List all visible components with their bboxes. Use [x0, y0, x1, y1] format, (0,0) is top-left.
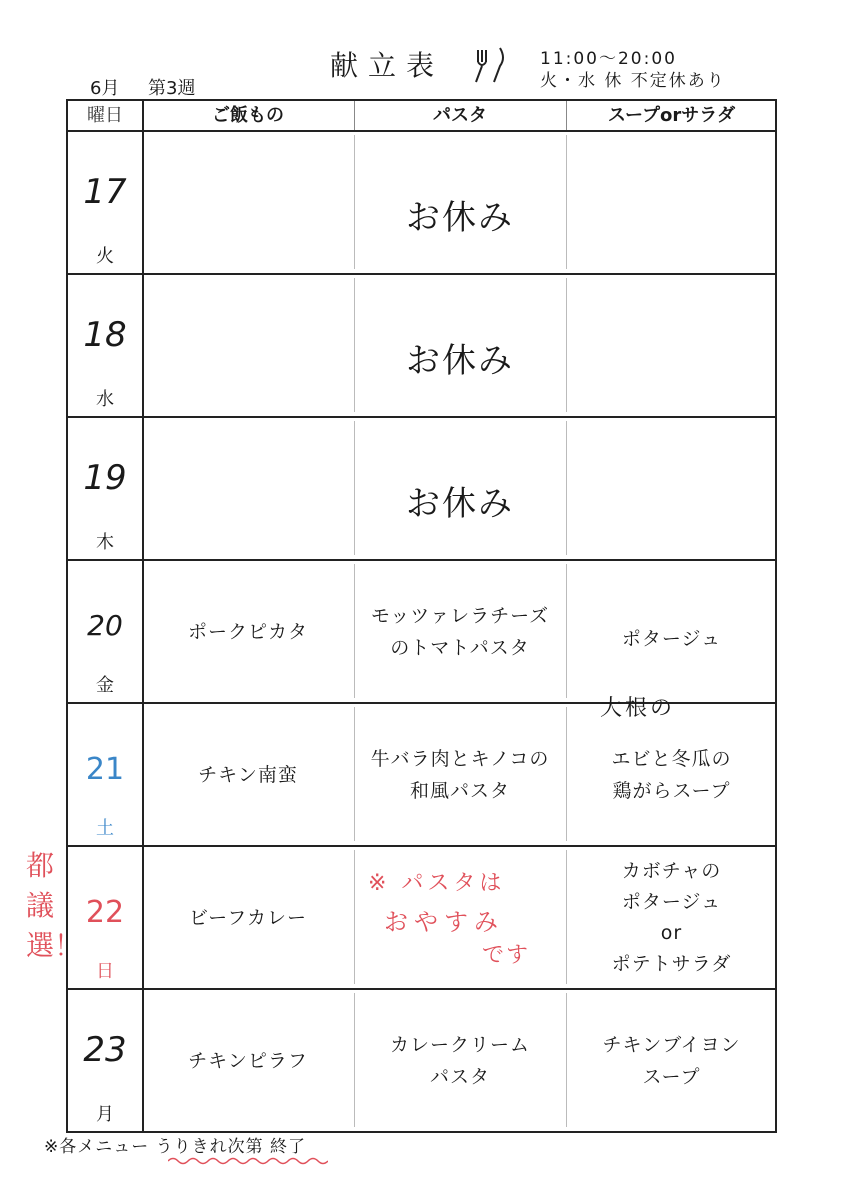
day-of-week: 日 — [96, 961, 114, 982]
closed-label: お休み — [406, 341, 514, 381]
handwritten-note: です — [482, 943, 531, 968]
rice-dish: チキンピラフ — [188, 1049, 308, 1072]
election-note: 都議選！ — [26, 849, 83, 962]
day-number: 18 — [83, 315, 127, 355]
footnote: ※各メニュー うりきれ次第 終了 — [44, 1137, 307, 1157]
pasta-line: 牛バラ肉とキノコの — [370, 747, 550, 770]
table-row — [68, 132, 777, 273]
day-of-week: 火 — [96, 246, 114, 267]
soup-line: or — [660, 921, 683, 944]
day-of-week: 木 — [96, 532, 114, 553]
rice-dish: チキン南蛮 — [198, 763, 298, 786]
rice-dish: ビーフカレー — [188, 906, 308, 929]
closed-label: お休み — [406, 198, 514, 238]
day-number: 19 — [83, 458, 127, 498]
month-label: 6月 — [90, 78, 120, 99]
header-pasta: パスタ — [433, 105, 487, 126]
day-of-week: 水 — [96, 389, 114, 410]
pasta-line: 和風パスタ — [409, 779, 510, 802]
closed-days: 火・水 休 不定休あり — [540, 71, 726, 91]
header-rice: ご飯もの — [212, 105, 284, 126]
pasta-dish — [354, 990, 566, 1131]
soup-dish — [566, 704, 777, 845]
soup-dish — [566, 847, 777, 988]
pasta-dish — [354, 561, 566, 702]
soup-dish: ポタージュ — [621, 628, 722, 650]
soup-line: ポテトサラダ — [611, 952, 732, 975]
day-of-week: 月 — [96, 1104, 114, 1125]
day-number: 17 — [83, 172, 127, 212]
soup-line: カボチャの — [621, 859, 722, 882]
handwritten-note: 大根の — [600, 696, 676, 721]
rice-dish: ポークピカタ — [187, 620, 308, 643]
pasta-dish — [354, 704, 566, 845]
table-row — [68, 418, 777, 559]
soup-dish — [566, 990, 777, 1131]
business-hours: 11:00～20:00 — [540, 49, 677, 69]
handwritten-note: ※ パスタは — [368, 871, 506, 896]
table-row — [68, 990, 777, 1131]
soup-line: ポタージュ — [621, 890, 722, 913]
pasta-line: パスタ — [429, 1065, 490, 1088]
page-title: 献立表 — [330, 49, 445, 82]
table-row — [68, 704, 777, 845]
header-day: 曜日 — [87, 105, 123, 126]
day-of-week: 金 — [96, 675, 114, 696]
day-of-week: 土 — [96, 818, 114, 839]
day-number: 22 — [85, 895, 125, 930]
handwritten-note: おやすみ — [384, 908, 504, 936]
day-number: 20 — [87, 609, 123, 642]
soup-line: チキンブイヨン — [602, 1033, 741, 1056]
soup-line: 鶏がらスープ — [612, 779, 731, 802]
fork-knife-icon — [470, 44, 510, 84]
col-divider — [566, 101, 567, 131]
pasta-line: カレークリーム — [389, 1033, 530, 1056]
table-row — [68, 561, 777, 702]
day-number: 21 — [85, 752, 125, 787]
soup-line: エビと冬瓜の — [611, 747, 732, 770]
pasta-line: のトマトパスタ — [390, 636, 530, 659]
table-row — [68, 275, 777, 416]
week-label: 第3週 — [148, 78, 196, 99]
col-divider — [354, 101, 355, 131]
pasta-line: モッツァレラチーズ — [370, 604, 550, 627]
menu-table — [66, 99, 777, 1133]
closed-label: お休み — [406, 484, 514, 524]
underline-squiggle-icon — [168, 1156, 328, 1166]
header-soup-salad: スープorサラダ — [607, 105, 736, 126]
soup-line: スープ — [642, 1065, 701, 1088]
day-number: 23 — [83, 1030, 127, 1070]
